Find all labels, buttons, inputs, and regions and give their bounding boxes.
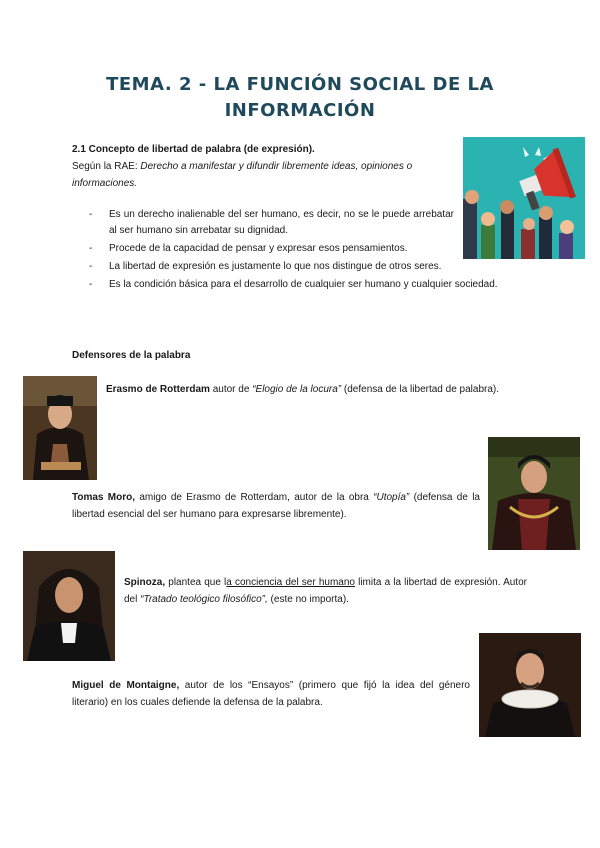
spinoza-underlined: a conciencia del ser humano	[226, 577, 355, 588]
montaigne-text	[72, 677, 470, 711]
moro-work: “Utopía”	[373, 492, 410, 503]
erasmo-name: Erasmo de Rotterdam	[106, 384, 210, 395]
spinoza-text	[124, 574, 527, 608]
spinoza-work: “Tratado teológico filosófico”,	[140, 594, 268, 605]
erasmo-work: “Elogio de la locura”	[252, 384, 342, 395]
montaigne-portrait	[479, 633, 581, 737]
moro-text	[72, 489, 480, 523]
section-heading: 2.1 Concepto de libertad de palabra (de expresión).	[72, 144, 315, 155]
montaigne-desc: autor de los “Ensayos” (primero que fijó la idea del género literario) en los cuales defiende la defensa de la palabra.	[72, 680, 470, 708]
tomas-moro-portrait	[488, 437, 580, 550]
spinoza-desc: plantea que l	[165, 577, 227, 588]
rae-definition	[72, 158, 452, 192]
moro-name: Tomas Moro,	[72, 492, 136, 503]
list-item: - Es un derecho inalienable del ser humano, es decir, no se le puede arrebatar al ser humano sin arrebatar su dignidad.	[72, 207, 454, 239]
bullet-list	[72, 207, 528, 295]
list-item: - La libertad de expresión es justamente lo que nos distingue de otros seres.	[72, 259, 454, 275]
spinoza-desc-mid: limita a la libertad de expresión. Autor del	[124, 577, 527, 605]
erasmo-text	[106, 381, 527, 398]
erasmo-desc-end: (defensa de la libertad de palabra).	[341, 384, 500, 395]
defensores-heading: Defensores de la palabra	[72, 350, 191, 361]
rae-prefix: Según la RAE:	[72, 161, 138, 172]
rae-definition-text: Derecho a manifestar y difundir libremente ideas, opiniones o informaciones.	[72, 161, 413, 189]
spinoza-name: Spinoza,	[124, 577, 166, 588]
erasmo-portrait	[23, 376, 97, 480]
list-item: - Es la condición básica para el desarrollo de cualquier ser humano y cualquier sociedad.	[72, 277, 527, 293]
erasmo-desc: autor de	[209, 384, 253, 395]
page-title: TEMA. 2 - LA FUNCIÓN SOCIAL DE LA INFORMACIÓN	[106, 74, 494, 121]
spinoza-portrait	[23, 551, 115, 661]
list-item: - Procede de la capacidad de pensar y expresar esos pensamientos.	[72, 241, 454, 257]
montaigne-name: Miguel de Montaigne,	[72, 680, 180, 691]
moro-desc: amigo de Erasmo de Rotterdam, autor de la obra	[135, 492, 374, 503]
moro-desc-end: (defensa de la libertad esencial del ser humano para expresarse libremente).	[72, 492, 480, 520]
spinoza-desc-end: (este no importa).	[267, 594, 349, 605]
